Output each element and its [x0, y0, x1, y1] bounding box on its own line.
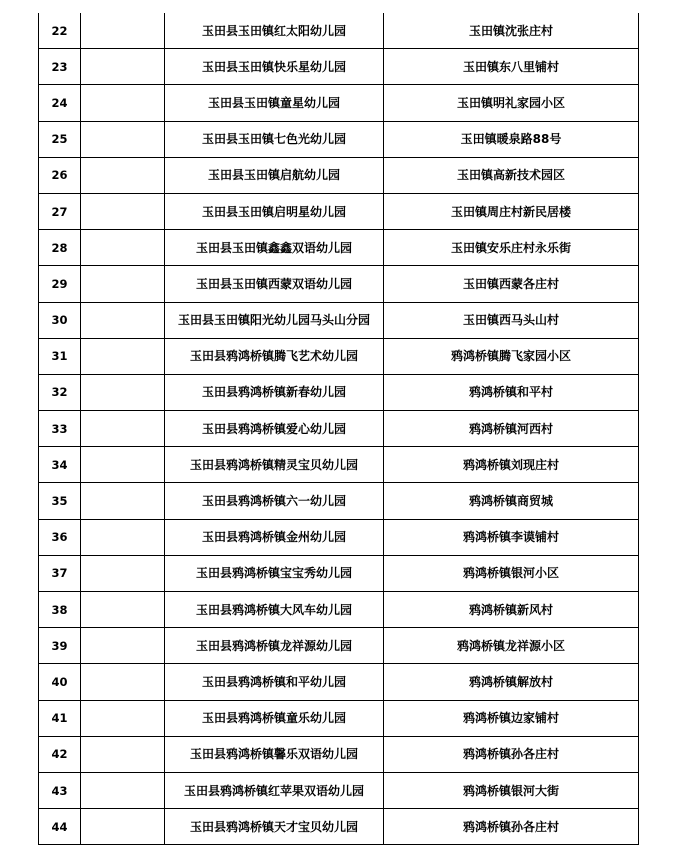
kindergarten-name-cell: 玉田县玉田镇西蒙双语幼儿园: [165, 266, 384, 302]
empty-cell: [81, 592, 165, 628]
kindergarten-address-cell: 鸦鸿桥镇边家铺村: [384, 700, 639, 736]
empty-cell: [81, 85, 165, 121]
kindergarten-name-cell: 玉田县玉田镇快乐星幼儿园: [165, 49, 384, 85]
kindergarten-name-cell: 玉田县玉田镇阳光幼儿园马头山分园: [165, 302, 384, 338]
table-row: [39, 555, 639, 591]
kindergarten-name-cell: 玉田县鸦鸿桥镇腾飞艺术幼儿园: [165, 338, 384, 374]
row-number-cell: 30: [39, 302, 81, 338]
kindergarten-address-cell: 鸦鸿桥镇解放村: [384, 664, 639, 700]
kindergarten-name-cell: 玉田县玉田镇七色光幼儿园: [165, 121, 384, 157]
row-number-cell: 39: [39, 628, 81, 664]
row-number-cell: 32: [39, 374, 81, 410]
kindergarten-address-cell: 鸦鸿桥镇腾飞家园小区: [384, 338, 639, 374]
table-row: [39, 772, 639, 808]
empty-cell: [81, 736, 165, 772]
row-number-cell: 41: [39, 700, 81, 736]
row-number-cell: 33: [39, 411, 81, 447]
row-number-cell: 22: [39, 13, 81, 49]
table-row: [39, 230, 639, 266]
kindergarten-name-cell: 玉田县鸦鸿桥镇天才宝贝幼儿园: [165, 809, 384, 845]
empty-cell: [81, 230, 165, 266]
kindergarten-address-cell: 鸦鸿桥镇银河小区: [384, 555, 639, 591]
kindergarten-name-cell: 玉田县鸦鸿桥镇宝宝秀幼儿园: [165, 555, 384, 591]
row-number-cell: 34: [39, 447, 81, 483]
table-row: [39, 157, 639, 193]
table-row: [39, 592, 639, 628]
kindergarten-address-cell: 鸦鸿桥镇刘现庄村: [384, 447, 639, 483]
empty-cell: [81, 519, 165, 555]
kindergarten-address-cell: 玉田镇东八里铺村: [384, 49, 639, 85]
empty-cell: [81, 411, 165, 447]
kindergarten-name-cell: 玉田县鸦鸿桥镇六一幼儿园: [165, 483, 384, 519]
kindergarten-name-cell: 玉田县玉田镇启航幼儿园: [165, 157, 384, 193]
kindergarten-name-cell: 玉田县鸦鸿桥镇精灵宝贝幼儿园: [165, 447, 384, 483]
empty-cell: [81, 555, 165, 591]
kindergarten-name-cell: 玉田县鸦鸿桥镇龙祥源幼儿园: [165, 628, 384, 664]
row-number-cell: 38: [39, 592, 81, 628]
kindergarten-address-cell: 鸦鸿桥镇商贸城: [384, 483, 639, 519]
empty-cell: [81, 302, 165, 338]
table-row: [39, 85, 639, 121]
table-row: [39, 519, 639, 555]
table-row: [39, 13, 639, 49]
kindergarten-address-cell: 玉田镇高新技术园区: [384, 157, 639, 193]
kindergarten-address-cell: 玉田镇沈张庄村: [384, 13, 639, 49]
row-number-cell: 42: [39, 736, 81, 772]
kindergarten-name-cell: 玉田县鸦鸿桥镇大风车幼儿园: [165, 592, 384, 628]
table-row: [39, 49, 639, 85]
row-number-cell: 44: [39, 809, 81, 845]
table-row: [39, 628, 639, 664]
kindergarten-address-cell: 玉田镇安乐庄村永乐街: [384, 230, 639, 266]
kindergarten-address-cell: 玉田镇周庄村新民居楼: [384, 193, 639, 229]
kindergarten-address-cell: 玉田镇西马头山村: [384, 302, 639, 338]
empty-cell: [81, 338, 165, 374]
table-row: [39, 193, 639, 229]
row-number-cell: 28: [39, 230, 81, 266]
kindergarten-name-cell: 玉田县鸦鸿桥镇金州幼儿园: [165, 519, 384, 555]
kindergarten-address-cell: 鸦鸿桥镇孙各庄村: [384, 736, 639, 772]
empty-cell: [81, 700, 165, 736]
kindergarten-name-cell: 玉田县玉田镇童星幼儿园: [165, 85, 384, 121]
row-number-cell: 27: [39, 193, 81, 229]
kindergarten-name-cell: 玉田县鸦鸿桥镇童乐幼儿园: [165, 700, 384, 736]
kindergarten-name-cell: 玉田县鸦鸿桥镇新春幼儿园: [165, 374, 384, 410]
table-row: [39, 374, 639, 410]
kindergarten-list-page: [38, 13, 638, 845]
row-number-cell: 40: [39, 664, 81, 700]
empty-cell: [81, 193, 165, 229]
table-row: [39, 700, 639, 736]
table-row: [39, 302, 639, 338]
table-row: [39, 809, 639, 845]
kindergarten-name-cell: 玉田县鸦鸿桥镇爱心幼儿园: [165, 411, 384, 447]
kindergarten-address-cell: 玉田镇明礼家园小区: [384, 85, 639, 121]
kindergarten-address-cell: 玉田镇西蒙各庄村: [384, 266, 639, 302]
kindergarten-table: [38, 13, 639, 845]
kindergarten-name-cell: 玉田县鸦鸿桥镇和平幼儿园: [165, 664, 384, 700]
table-row: [39, 411, 639, 447]
empty-cell: [81, 13, 165, 49]
row-number-cell: 23: [39, 49, 81, 85]
kindergarten-name-cell: 玉田县鸦鸿桥镇红苹果双语幼儿园: [165, 772, 384, 808]
empty-cell: [81, 772, 165, 808]
kindergarten-address-cell: 鸦鸿桥镇河西村: [384, 411, 639, 447]
empty-cell: [81, 664, 165, 700]
table-row: [39, 338, 639, 374]
row-number-cell: 37: [39, 555, 81, 591]
empty-cell: [81, 628, 165, 664]
kindergarten-table-body: [39, 13, 639, 845]
empty-cell: [81, 483, 165, 519]
row-number-cell: 25: [39, 121, 81, 157]
kindergarten-address-cell: 鸦鸿桥镇银河大街: [384, 772, 639, 808]
row-number-cell: 29: [39, 266, 81, 302]
kindergarten-address-cell: 鸦鸿桥镇李谟铺村: [384, 519, 639, 555]
empty-cell: [81, 157, 165, 193]
empty-cell: [81, 447, 165, 483]
kindergarten-name-cell: 玉田县玉田镇鑫鑫双语幼儿园: [165, 230, 384, 266]
kindergarten-address-cell: 鸦鸿桥镇新风村: [384, 592, 639, 628]
table-row: [39, 266, 639, 302]
row-number-cell: 24: [39, 85, 81, 121]
kindergarten-name-cell: 玉田县鸦鸿桥镇馨乐双语幼儿园: [165, 736, 384, 772]
row-number-cell: 43: [39, 772, 81, 808]
row-number-cell: 36: [39, 519, 81, 555]
empty-cell: [81, 49, 165, 85]
empty-cell: [81, 266, 165, 302]
empty-cell: [81, 121, 165, 157]
row-number-cell: 35: [39, 483, 81, 519]
empty-cell: [81, 809, 165, 845]
kindergarten-name-cell: 玉田县玉田镇启明星幼儿园: [165, 193, 384, 229]
empty-cell: [81, 374, 165, 410]
table-row: [39, 447, 639, 483]
table-row: [39, 664, 639, 700]
kindergarten-name-cell: 玉田县玉田镇红太阳幼儿园: [165, 13, 384, 49]
kindergarten-address-cell: 玉田镇暖泉路88号: [384, 121, 639, 157]
kindergarten-address-cell: 鸦鸿桥镇和平村: [384, 374, 639, 410]
table-row: [39, 736, 639, 772]
table-row: [39, 121, 639, 157]
row-number-cell: 26: [39, 157, 81, 193]
kindergarten-address-cell: 鸦鸿桥镇孙各庄村: [384, 809, 639, 845]
kindergarten-address-cell: 鸦鸿桥镇龙祥源小区: [384, 628, 639, 664]
row-number-cell: 31: [39, 338, 81, 374]
table-row: [39, 483, 639, 519]
